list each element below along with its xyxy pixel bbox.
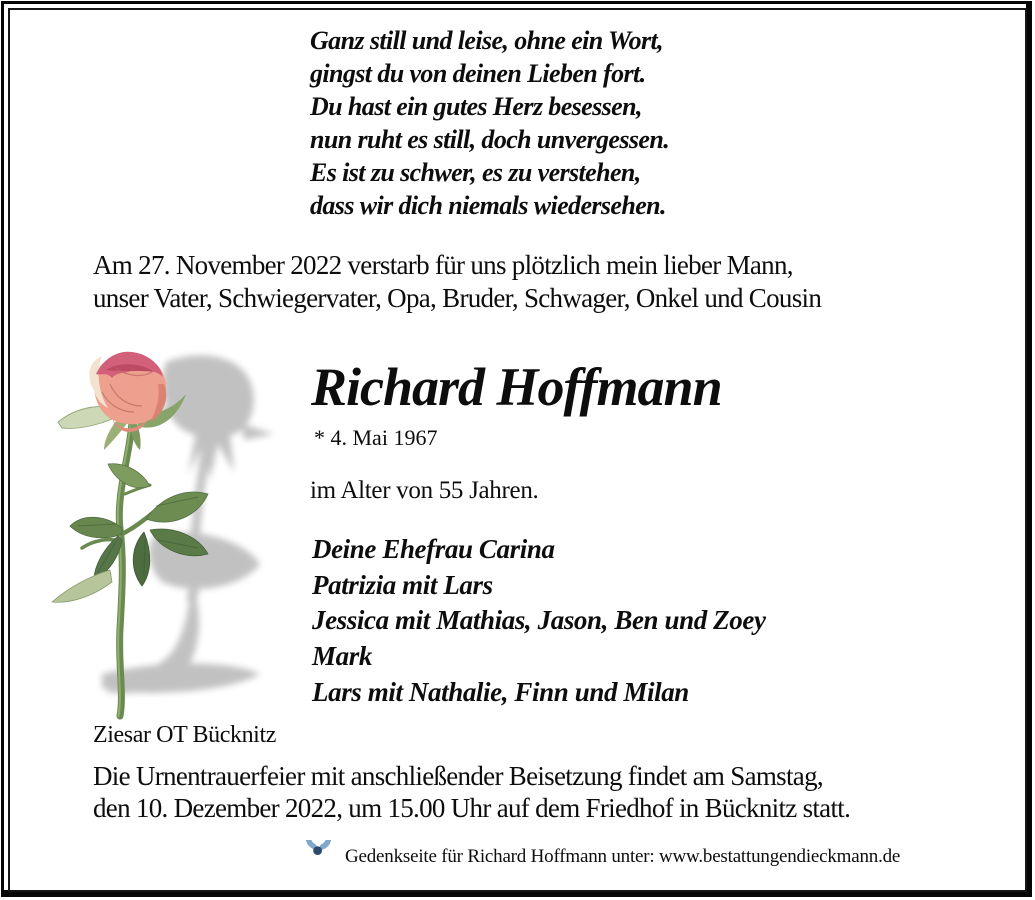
funeral-info [93,760,850,824]
poem-line: Ganz still und leise, ohne ein Wort, [310,26,664,55]
mourner-line: Deine Ehefrau Carina [312,534,555,564]
poem-line: Es ist zu schwer, es zu verstehen, [310,158,641,187]
funeral-line: Die Urnentrauerfeier mit anschließender Beisetzung findet am Samstag, [93,761,823,791]
memorial-site-text: Gedenkseite für Richard Hoffmann unter: www.bestattungendieckmann.de [345,846,901,867]
birth-date: * 4. Mai 1967 [314,425,438,450]
death-announcement [93,249,821,314]
mourner-line: Jessica mit Mathias, Jason, Ben und Zoey [312,605,766,636]
location-line: Ziesar OT Bücknitz [93,722,276,748]
poem [310,24,669,222]
rose-illustration [46,344,312,724]
mourner-line: Mark [312,641,372,672]
poem-line: nun ruht es still, doch unvergessen. [310,125,670,154]
announcement-line: Am 27. November 2022 verstarb für uns plötzlich mein lieber Mann, [93,250,793,280]
age-line: im Alter von 55 Jahren. [310,477,539,504]
poem-line: Du hast ein gutes Herz besessen, [310,92,642,121]
mourner-line: Patrizia mit Lars [312,569,493,600]
poem-line: gingst du von deinen Lieben fort. [310,59,646,88]
deceased-name: Richard Hoffmann [311,357,722,417]
funeral-line: den 10. Dezember 2022, um 15.00 Uhr auf dem Friedhof in Bücknitz statt. [93,793,851,823]
mourner-line: Lars mit Nathalie, Finn und Milan [312,676,689,707]
announcement-line: unser Vater, Schwiegervater, Opa, Bruder, Schwager, Onkel und Cousin [93,282,822,313]
memorial-site-icon [303,840,333,870]
poem-line: dass wir dich niemals wiedersehen. [310,191,666,220]
mourners-list [312,532,766,711]
